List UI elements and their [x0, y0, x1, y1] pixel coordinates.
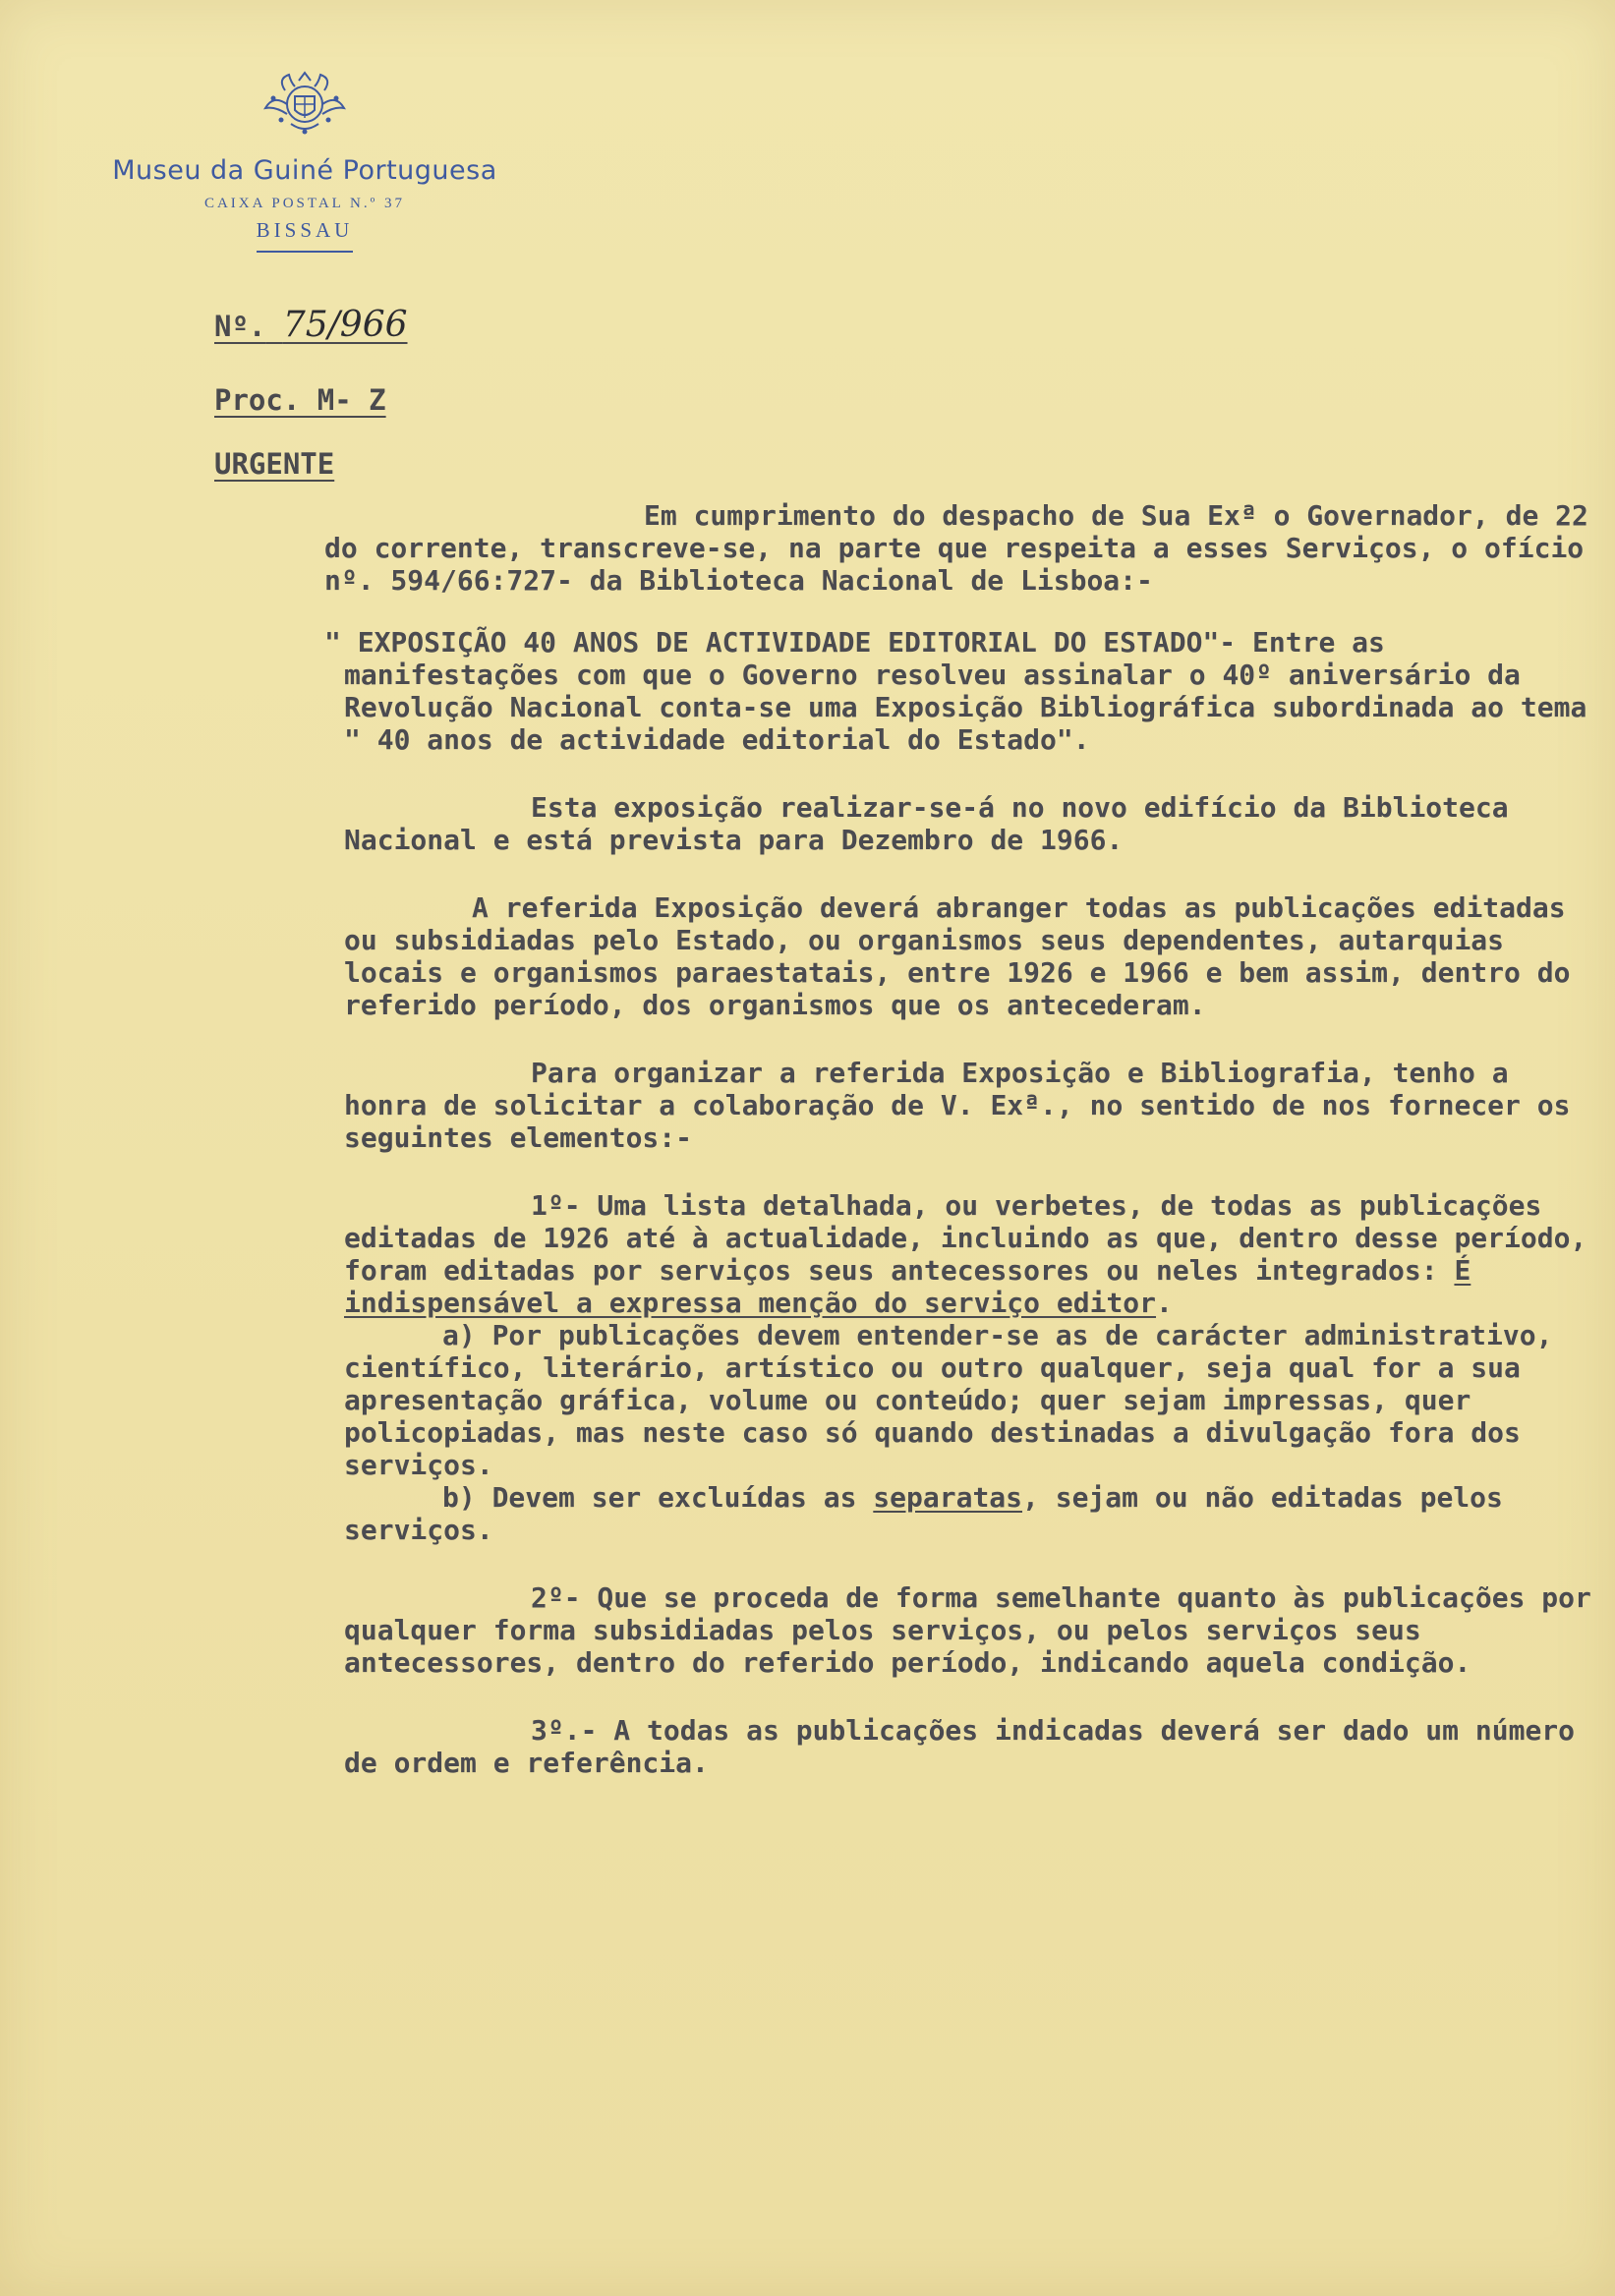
paragraph-quote-heading: " EXPOSIÇÃO 40 ANOS DE ACTIVIDADE EDITORIAL DO ESTADO"- Entre as manifestações com que o Governo resolveu assinalar o 40º aniversário da Revolução Nacional conta-se uma Exposição Bibliográfica subordinada ao tema " 40 anos de actividade editorial do Estado". [324, 626, 1587, 756]
item-1-a: a) Por publicações devem entender-se as de carácter administrativo, científico, literário, artístico ou outro qualquer, seja qual for a sua apresentação gráfica, volume ou conteúdo; quer sejam impressas, quer policopiadas, mas neste caso só quando destinadas a divulgação fora dos serviços. [344, 1319, 1553, 1481]
letterhead [79, 69, 531, 253]
reference-number [214, 305, 408, 345]
paragraph-3: Esta exposição realizar-se-á no novo edifício da Biblioteca Nacional e está prevista para Dezembro de 1966. [344, 791, 1509, 856]
item-1-b-rest: , sejam ou não editadas pelos serviços. [344, 1481, 1503, 1546]
item-1-b-emphasis: separatas [873, 1481, 1023, 1514]
item-1-b [344, 1481, 1602, 1546]
item-2: 2º- Que se proceda de forma semelhante quanto às publicações por qualquer forma subsidiadas pelos serviços, ou pelos serviços seus antecessores, dentro do referido período, indicando aquela condição. [344, 1581, 1591, 1679]
paragraph-1: Em cumprimento do despacho de Sua Exª o Governador, de 22 do corrente, transcreve-se, na parte que respeita a esses Serviços, o ofício nº. 594/66:727- da Biblioteca Nacional de Lisboa:- [324, 499, 1588, 597]
paragraph-4: A referida Exposição deverá abranger todas as publicações editadas ou subsidiadas pelo Estado, ou organismos seus dependentes, autarquias locais e organismos paraestatais, entre 1926 e 1966 e bem assim, dentro do referido período, dos organismos que os antecederam. [344, 891, 1571, 1021]
reference-number-prefix: Nº. [214, 310, 266, 343]
letter-body [324, 499, 1602, 1779]
item-1-text: 1º- Uma lista detalhada, ou verbetes, de todas as publicações editadas de 1926 até à actualidade, incluindo as que, dentro desse período, foram editadas por serviços seus antecessores ou neles integrados: [344, 1189, 1587, 1287]
item-3: 3º.- A todas as publicações indicadas deverá ser dado um número de ordem e referência. [344, 1714, 1576, 1779]
city-name: BISSAU [257, 218, 354, 253]
item-1-b-text: b) Devem ser excluídas as [442, 1481, 857, 1514]
item-1-emphasis: É indispensável a expressa menção do serviço editor [344, 1254, 1471, 1319]
reference-number-value: 75/966 [282, 305, 408, 345]
urgency-label: URGENTE [214, 447, 335, 481]
coat-of-arms-icon [256, 69, 354, 147]
paragraph-5: Para organizar a referida Exposição e Bibliografia, tenho a honra de solicitar a colaboração de V. Exª., no sentido de nos fornecer os seguintes elementos:- [344, 1057, 1571, 1154]
item-1 [344, 1189, 1602, 1319]
museum-name: Museu da Guiné Portuguesa [112, 155, 497, 186]
process-reference: Proc. M- Z [214, 383, 386, 417]
item-1-end: . [1156, 1287, 1173, 1319]
postal-box: CAIXA POSTAL N.º 37 [203, 196, 406, 211]
